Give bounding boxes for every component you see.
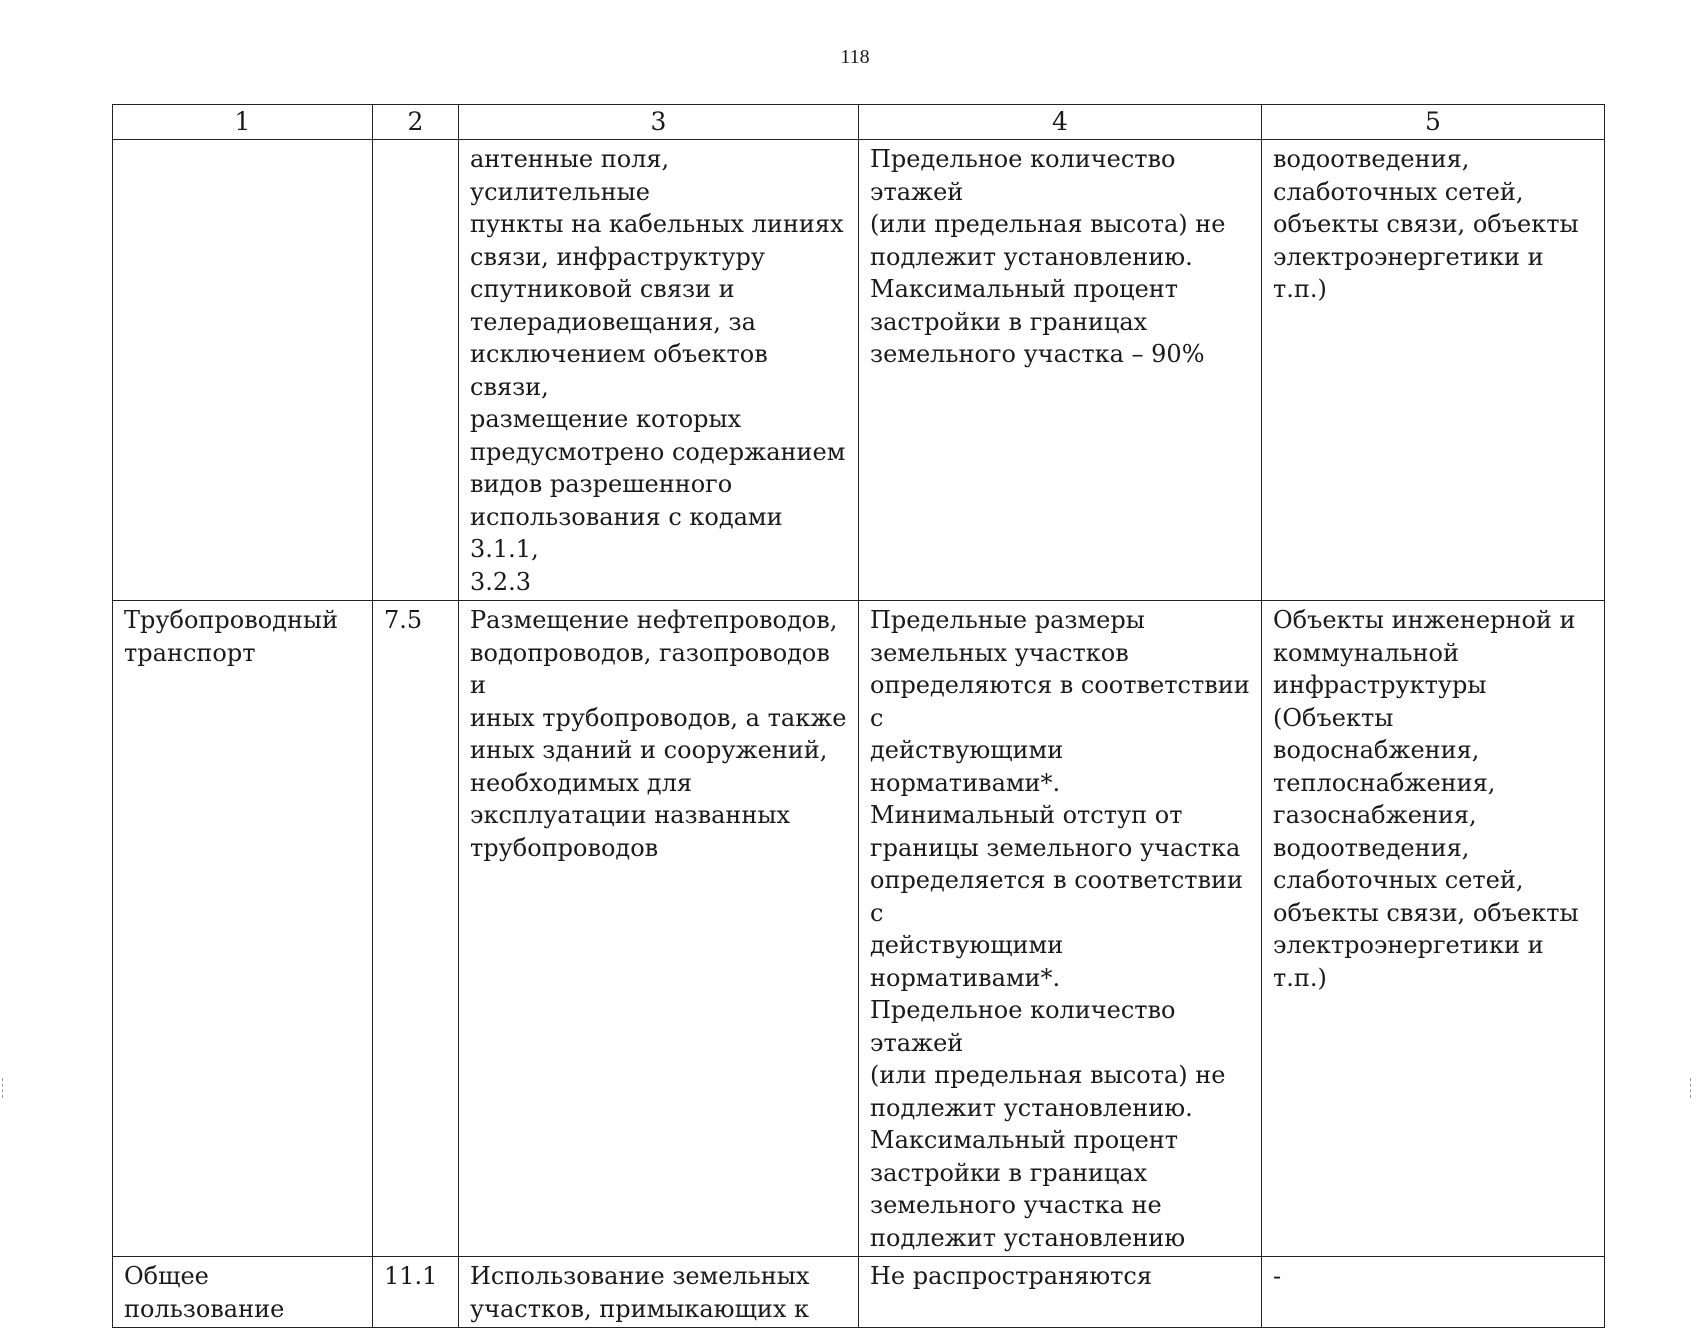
cell-parameters: Предельное количество этажей (или предельная высота) не подлежит установлению. Максимальный процент застройки в границах земельного участка – 90% (859, 140, 1262, 601)
cell-parameters: Не распространяются (859, 1257, 1262, 1328)
land-use-table (112, 104, 1605, 1328)
column-header-1: 1 (113, 105, 373, 140)
cell-use-description: Размещение нефтепроводов, водопроводов, газопроводов и иных трубопроводов, а также иных зданий и сооружений, необходимых для эксплуатации названных трубопроводов (459, 601, 859, 1257)
cell-use-code: 11.1 (373, 1257, 459, 1328)
cell-use-name (113, 140, 373, 601)
cell-use-code (373, 140, 459, 601)
cell-parameters: Предельные размеры земельных участков определяются в соответствии с действующими нормативами*. Минимальный отступ от границы земельного участка определяется в соответствии с действующими нормативами*. Предельное количество этажей (или предельная высота) не подлежит установлению. Максимальный процент застройки в границах земельного участка не подлежит установлению (859, 601, 1262, 1257)
cell-auxiliary-uses: водоотведения, слаботочных сетей, объекты связи, объекты электроэнергетики и т.п.) (1262, 140, 1605, 601)
cell-auxiliary-uses: - (1262, 1257, 1605, 1328)
page-number: 118 (840, 46, 870, 68)
table-header-row (113, 105, 1605, 140)
column-header-4: 4 (859, 105, 1262, 140)
right-margin-mark (1690, 1078, 1697, 1098)
table-row (113, 140, 1605, 601)
cell-use-name: Трубопроводный транспорт (113, 601, 373, 1257)
column-header-3: 3 (459, 105, 859, 140)
column-header-2: 2 (373, 105, 459, 140)
cell-auxiliary-uses: Объекты инженерной и коммунальной инфраструктуры (Объекты водоснабжения, теплоснабжения, газоснабжения, водоотведения, слаботочных сетей, объекты связи, объекты электроэнергетики и т.п.) (1262, 601, 1605, 1257)
cell-use-name: Общее пользование (113, 1257, 373, 1328)
cell-use-description: Использование земельных участков, примыкающих к (459, 1257, 859, 1328)
left-margin-mark (2, 1078, 9, 1098)
cell-use-description: антенные поля, усилительные пункты на кабельных линиях связи, инфраструктуру спутниковой связи и телерадиовещания, за исключением объектов связи, размещение которых предусмотрено содержанием видов разрешенного использования с кодами 3.1.1, 3.2.3 (459, 140, 859, 601)
cell-use-code: 7.5 (373, 601, 459, 1257)
table-row (113, 601, 1605, 1257)
table-row (113, 1257, 1605, 1328)
column-header-5: 5 (1262, 105, 1605, 140)
